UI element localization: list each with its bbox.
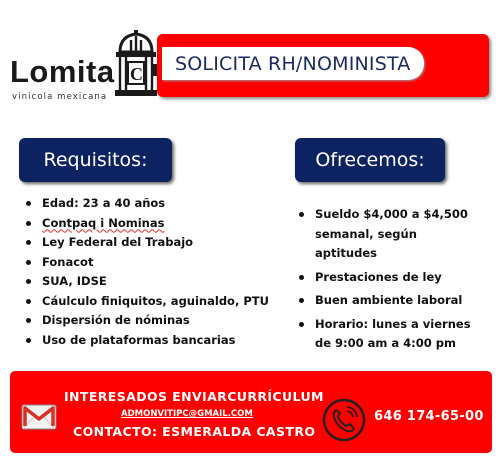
contact-name: CONTACTO: ESMERALDA CASTRO [73,424,316,439]
requisitos-list [24,194,284,350]
page-title: SOLICITA RH/NOMINISTA [175,52,411,75]
logo-wordmark: Lomita [10,54,115,89]
ofrecemos-list [297,205,477,358]
brand-logo [10,30,160,100]
list-item: Horario: lunes a viernes de 9:00 am a 4:00 pm [297,315,477,354]
interesados-text: INTERESADOS ENVIARCURRÍCULUM [64,389,324,404]
list-item: Contpaq i Nominas [24,214,284,234]
birdcage-icon [112,30,160,98]
phone-icon [322,398,366,442]
list-item: Fonacot [24,253,284,273]
email-link[interactable]: ADMONVITIPC@GMAIL.COM [121,409,253,419]
title-banner [157,34,489,97]
title-pill [162,47,424,80]
gmail-envelope-icon [21,402,57,432]
svg-text:C: C [130,64,143,84]
list-item: Buen ambiente laboral [297,291,477,311]
phone-number[interactable]: 646 174-65-00 [374,409,484,424]
list-item: Ley Federal del Trabajo [24,233,284,253]
requisitos-heading: Requisitos: [19,138,172,182]
list-item: Uso de plataformas bancarias [24,331,284,351]
logo-tagline: vinícola mexicana [12,92,108,102]
list-item: Dispersión de nóminas [24,311,284,331]
list-item: Sueldo $4,000 a $4,500 semanal, según aptitudes [297,205,477,264]
list-item: SUA, IDSE [24,272,284,292]
ofrecemos-heading: Ofrecemos: [295,138,445,182]
list-item: Prestaciones de ley [297,268,477,288]
contact-footer [10,371,492,453]
list-item: Cáulculo finiquitos, aguinaldo, PTU [24,292,284,312]
list-item: Edad: 23 a 40 años [24,194,284,214]
